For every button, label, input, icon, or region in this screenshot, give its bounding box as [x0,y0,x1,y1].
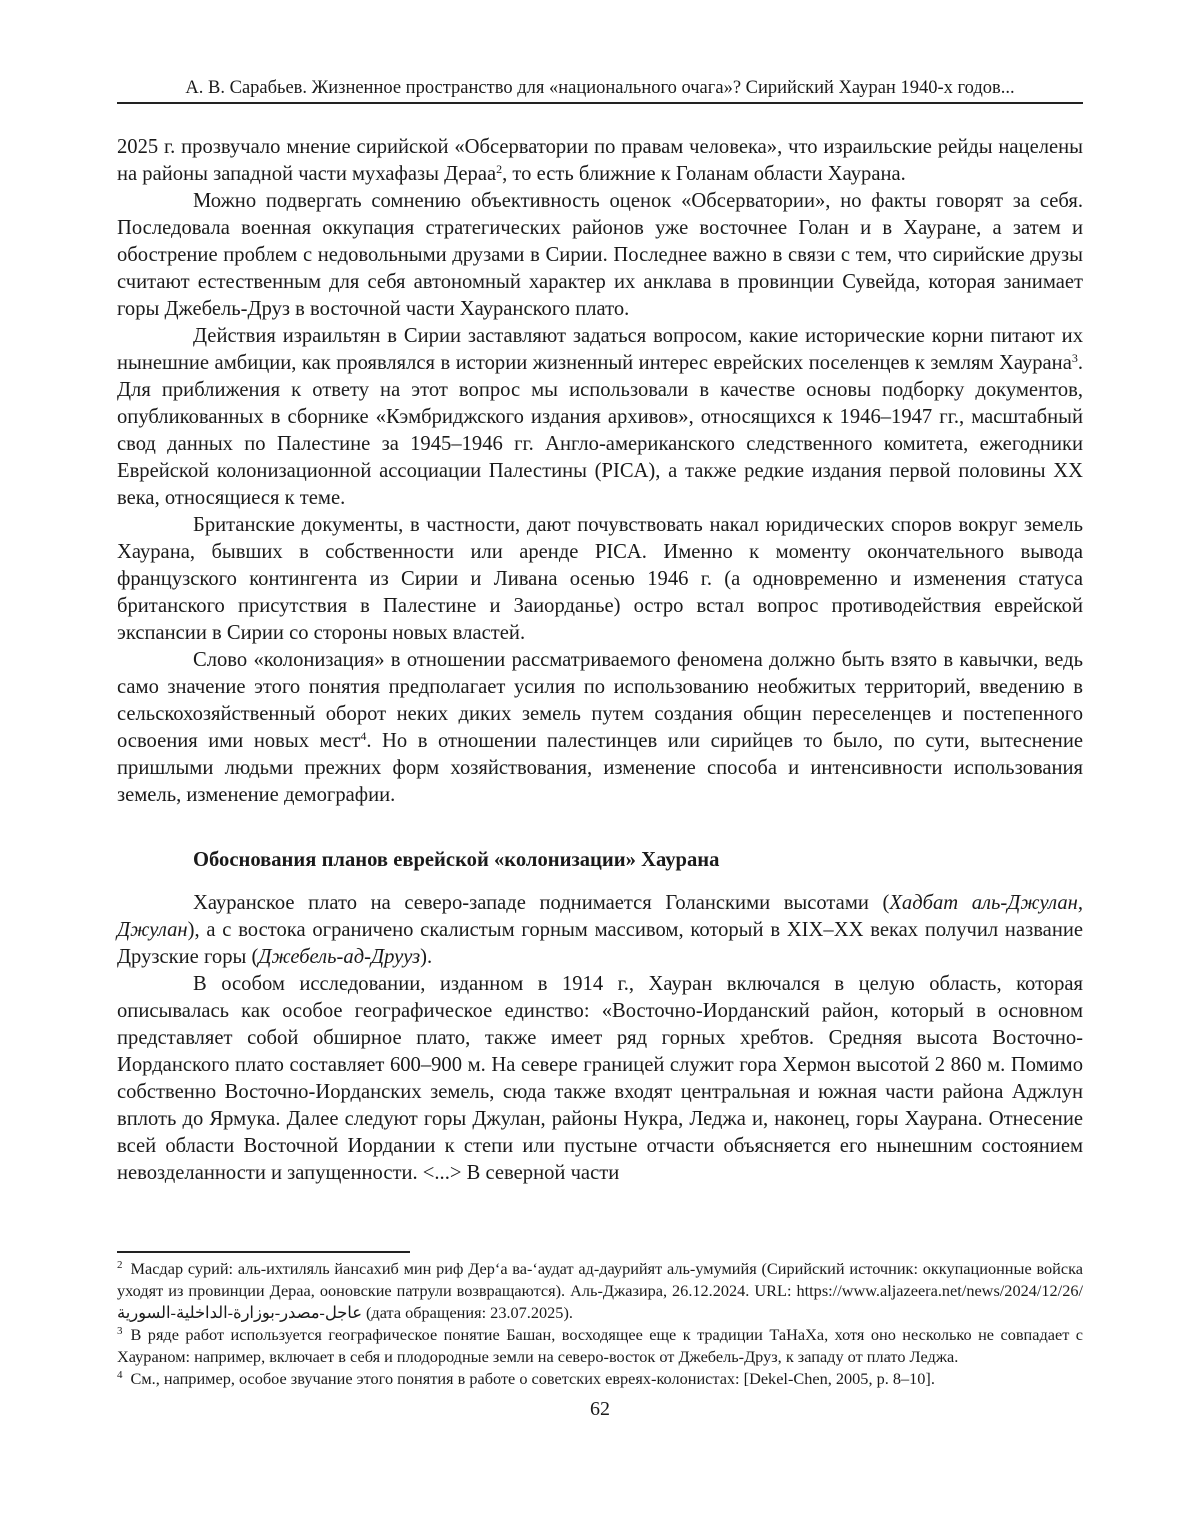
italic-term: Хадбат аль-Джулан, Джулан [117,892,1083,941]
section-heading: Обоснования планов еврейской «колонизации» Хаурана [193,849,720,871]
text: Хауранское плато на северо-западе поднимается Голанскими высотами ( [193,892,890,914]
paragraph [117,890,1083,971]
footnote-ref[interactable]: 4 [360,729,367,743]
italic-term: Джебель-ад-Друуз [258,946,421,968]
paragraph: В особом исследовании, изданном в 1914 г., Хауран включался в целую область, которая описывалась как особое географическое единство: «Восточно-Иорданский район, который в основном представляет собой обширное плато, также имеет ряд горных хребтов. Средняя высота Восточно-Иорданского плато составляет 600–900 м. На севере границей служит гора Хермон высотой 2 860 м. Помимо собственно Восточно-Иорданских земель, сюда также входят центральная и южная части района Аджлун вплоть до Ярмука. Далее следуют горы Джулан, районы Нукра, Леджа и, наконец, горы Хаурана. Отнесение всей области Восточной Иордании к степи или пустыне отчасти объясняется его нынешним состоянием невозделанности и запущенности. <...> В северной части [117,973,1083,1184]
page-number: 62 [590,1398,610,1420]
footnote-text: (дата обращения: 23.07.2025). [361,1303,573,1322]
footnote [117,1368,1083,1390]
text: , то есть ближние к Голанам области Хаурана. [502,163,906,185]
footnote-number: 3 [117,1325,123,1337]
text: 2025 г. прозвучало мнение сирийской «Обсерватории по правам человека», что израильские рейды нацелены на районы западной части мухафазы Дераа [117,136,1083,185]
article-body [117,134,1083,1187]
footnote [117,1258,1083,1324]
paragraph [117,647,1083,809]
footnote-text: См., например, особое звучание этого понятия в работе о советских евреях-колонистах: [Dekel-Chen, 2005, p. 8–10]. [130,1369,935,1388]
footnote-divider [117,1251,410,1253]
paragraph [117,323,1083,512]
paragraph [117,134,1083,188]
text: ). [420,946,433,968]
running-header: А. В. Сарабьев. Жизненное пространство для «национального очага»? Сирийский Хауран 1940-х годов... [185,78,1015,98]
text: . Для приближения к ответу на этот вопрос мы использовали в качестве основы подборку документов, опубликованных в сборнике «Кэмбриджского издания архивов», относящихся к 1946–1947 гг., масштабный свод данных по Палестине за 1945–1946 гг. Англо-американского следственного комитета, ежегодники Еврейской колонизационной ассоциации Палестины (PICA), а также редкие издания первой половины XX века, относящиеся к теме. [117,352,1083,509]
paragraph: Можно подвергать сомнению объективность оценок «Обсерватории», но факты говорят за себя. Последовала военная оккупация стратегических районов уже восточнее Голан и в Хауране, а затем и обострение проблем с недовольными друзами в Сирии. Последнее важно в связи с тем, что сирийские друзы считают естественным для себя автономный характер их анклава в провинции Сувейда, которая занимает горы Джебель-Друз в восточной части Хауранского плато. [117,190,1083,320]
footnotes [117,1258,1083,1390]
text: Слово «колонизация» в отношении рассматриваемого феномена должно быть взято в кавычки, ведь само значение этого понятия предполагает усилия по использованию необжитых территорий, введению в сельскохозяйственный оборот неких диких земель путем создания общин переселенцев и постепенного освоения ими новых мест [117,649,1083,752]
footnote [117,1324,1083,1368]
footnote-link[interactable]: https://www.aljazeera.net/news/2024/12/26/عاجل-مصدر-بوزارة-الداخلية-السورية [117,1281,1083,1322]
text: Действия израильтян в Сирии заставляют задаться вопросом, какие исторические корни питают их нынешние амбиции, как проявлялся в истории жизненный интерес еврейских поселенцев к землям Хаурана [117,325,1083,374]
footnote-text: Масдар сурий: аль-ихтиляль йансахиб мин риф Дер‘а ва-‘аудат ад-даурийят аль-умумийя (Сирийский источник: оккупационные войска уходят из провинции Дераа, ооновские патрули возвращаются). Аль-Джазира, 26.12.2024. URL: [117,1259,1083,1300]
footnote-text: В ряде работ используется географическое понятие Башан, восходящее еще к традиции ТаНаХа, хотя оно несколько не совпадает с Хаураном: например, включает в себя и плодородные земли на северо-восток от Джебель-Друз, к западу от плато Леджа. [117,1325,1083,1366]
text: ), а с востока ограничено скалистым горным массивом, который в XIX–XX веках получил название Друзские горы ( [117,919,1083,968]
text: . Но в отношении палестинцев или сирийцев то было, по сути, вытеснение пришлыми людьми прежних форм хозяйствования, изменение способа и интенсивности использования земель, изменение демографии. [117,730,1083,806]
footnote-ref[interactable]: 3 [1071,351,1078,365]
header-divider [117,102,1083,104]
footnote-number: 4 [117,1369,123,1381]
footnote-number: 2 [117,1259,123,1271]
paragraph: Британские документы, в частности, дают почувствовать накал юридических споров вокруг земель Хаурана, бывших в собственности или аренде PICA. Именно к моменту окончательного вывода французского контингента из Сирии и Ливана осенью 1946 г. (а одновременно и изменения статуса британского присутствия в Палестине и Заиорданье) остро встал вопрос противодействия еврейской экспансии в Сирии со стороны новых властей. [117,514,1083,644]
footnote-ref[interactable]: 2 [496,162,503,176]
